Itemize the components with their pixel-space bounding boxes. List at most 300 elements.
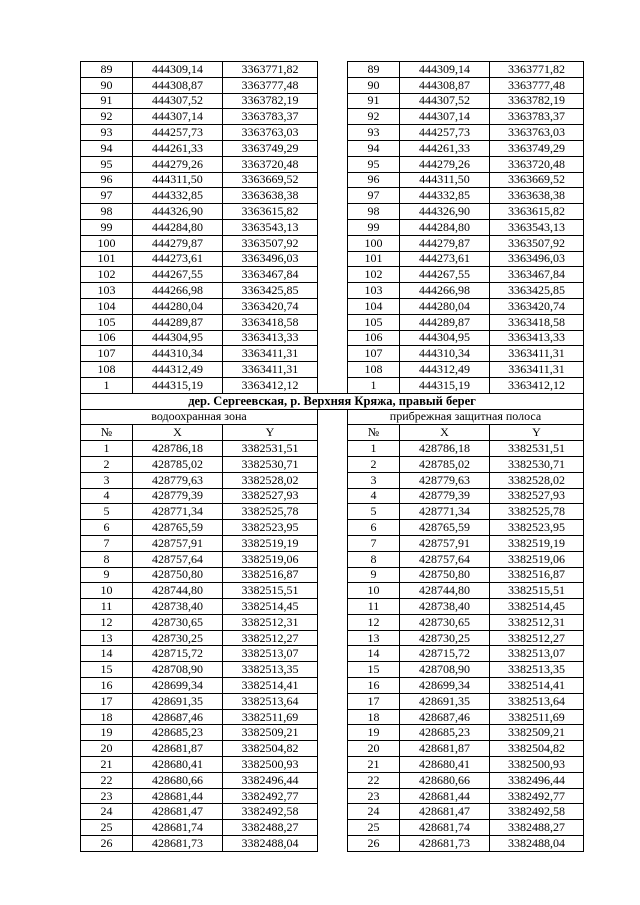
point-number: 14 <box>81 646 133 662</box>
point-number: 101 <box>81 251 133 267</box>
table-row <box>81 646 584 662</box>
coord-y: 3363615,82 <box>490 204 584 220</box>
coord-x: 444315,19 <box>133 377 223 393</box>
coord-y: 3382492,77 <box>490 788 584 804</box>
table-row <box>81 741 584 757</box>
coord-x: 428779,39 <box>400 488 490 504</box>
coord-x: 444307,14 <box>133 109 223 125</box>
point-number: 19 <box>348 725 400 741</box>
column-gap <box>318 77 348 93</box>
point-number: 5 <box>348 504 400 520</box>
point-number: 17 <box>348 693 400 709</box>
coord-y: 3363412,12 <box>490 377 584 393</box>
coord-x: 428765,59 <box>133 520 223 536</box>
coord-y: 3382511,69 <box>490 709 584 725</box>
point-number: 13 <box>348 630 400 646</box>
coord-x: 444310,34 <box>133 346 223 362</box>
coord-x: 444332,85 <box>133 188 223 204</box>
table-row <box>81 314 584 330</box>
column-gap <box>318 425 348 441</box>
point-number: 2 <box>348 456 400 472</box>
coord-y: 3382523,95 <box>223 520 318 536</box>
coord-x: 428680,41 <box>400 757 490 773</box>
point-number: 1 <box>81 377 133 393</box>
table-row <box>81 599 584 615</box>
point-number: 95 <box>348 156 400 172</box>
coord-y: 3382519,19 <box>223 535 318 551</box>
coord-y: 3363720,48 <box>490 156 584 172</box>
coord-x: 444284,80 <box>133 219 223 235</box>
coord-y: 3363777,48 <box>223 77 318 93</box>
coord-y: 3382530,71 <box>490 456 584 472</box>
coord-y: 3382514,41 <box>490 678 584 694</box>
coord-y: 3382492,58 <box>223 804 318 820</box>
coord-x: 444315,19 <box>400 377 490 393</box>
coord-x: 428681,73 <box>133 836 223 852</box>
coord-x: 444309,14 <box>400 62 490 78</box>
column-gap <box>318 693 348 709</box>
coord-y: 3382527,93 <box>490 488 584 504</box>
point-number: 7 <box>81 535 133 551</box>
coord-x: 428685,23 <box>133 725 223 741</box>
coord-x: 444279,26 <box>400 156 490 172</box>
point-number: 92 <box>81 109 133 125</box>
table-row <box>81 156 584 172</box>
coord-y: 3363420,74 <box>223 298 318 314</box>
coord-y: 3382509,21 <box>490 725 584 741</box>
point-number: 21 <box>348 757 400 773</box>
point-number: 1 <box>348 441 400 457</box>
coord-y: 3382513,35 <box>490 662 584 678</box>
coord-y: 3363411,31 <box>490 346 584 362</box>
coord-x: 428681,44 <box>400 788 490 804</box>
coord-y: 3363543,13 <box>223 219 318 235</box>
column-gap <box>318 283 348 299</box>
table-row <box>81 551 584 567</box>
point-number: 20 <box>81 741 133 757</box>
coord-y: 3363418,58 <box>223 314 318 330</box>
coord-x: 428681,47 <box>133 804 223 820</box>
coord-y: 3382519,19 <box>490 535 584 551</box>
point-number: 90 <box>348 77 400 93</box>
coord-x: 428680,41 <box>133 757 223 773</box>
coord-x: 444273,61 <box>400 251 490 267</box>
coord-y: 3382512,31 <box>223 614 318 630</box>
coord-x: 444261,33 <box>400 140 490 156</box>
point-number: 24 <box>81 804 133 820</box>
coord-x: 428685,23 <box>400 725 490 741</box>
point-number: 19 <box>81 725 133 741</box>
point-number: 24 <box>348 804 400 820</box>
coord-x: 428779,63 <box>133 472 223 488</box>
coord-x: 444284,80 <box>400 219 490 235</box>
coord-x: 428680,66 <box>133 772 223 788</box>
table-row <box>81 330 584 346</box>
coord-y: 3382513,35 <box>223 662 318 678</box>
table-row <box>81 725 584 741</box>
coord-y: 3363669,52 <box>490 172 584 188</box>
point-number: 91 <box>81 93 133 109</box>
coord-y: 3382492,77 <box>223 788 318 804</box>
coord-x: 444289,87 <box>133 314 223 330</box>
coord-x: 428681,87 <box>133 741 223 757</box>
coord-x: 428750,80 <box>133 567 223 583</box>
point-number: 12 <box>81 614 133 630</box>
table-row <box>81 757 584 773</box>
coord-y: 3382500,93 <box>223 757 318 773</box>
point-number: 5 <box>81 504 133 520</box>
table-row <box>81 93 584 109</box>
column-gap <box>318 188 348 204</box>
column-gap <box>318 820 348 836</box>
coord-y: 3363411,31 <box>490 362 584 378</box>
coord-y: 3382500,93 <box>490 757 584 773</box>
coord-y: 3363467,84 <box>490 267 584 283</box>
point-number: 21 <box>81 757 133 773</box>
point-number: 108 <box>348 362 400 378</box>
column-gap <box>318 156 348 172</box>
coord-x: 428681,87 <box>400 741 490 757</box>
coord-y: 3382515,51 <box>223 583 318 599</box>
coord-y: 3363749,29 <box>223 140 318 156</box>
table-row <box>81 267 584 283</box>
point-number: 1 <box>348 377 400 393</box>
column-gap <box>318 456 348 472</box>
table-row <box>81 804 584 820</box>
coord-y: 3363425,85 <box>490 283 584 299</box>
coord-x: 444273,61 <box>133 251 223 267</box>
point-number: 98 <box>348 204 400 220</box>
column-gap <box>318 377 348 393</box>
column-gap <box>318 504 348 520</box>
point-number: 93 <box>348 125 400 141</box>
point-number: 16 <box>348 678 400 694</box>
column-header-row <box>81 425 584 441</box>
table-row <box>81 567 584 583</box>
column-gap <box>318 172 348 188</box>
point-number: 89 <box>81 62 133 78</box>
point-number: 18 <box>81 709 133 725</box>
coord-y: 3382531,51 <box>223 441 318 457</box>
coord-y: 3363496,03 <box>490 251 584 267</box>
point-number: 96 <box>348 172 400 188</box>
column-gap <box>318 219 348 235</box>
coord-x: 428786,18 <box>133 441 223 457</box>
point-number: 92 <box>348 109 400 125</box>
column-gap <box>318 662 348 678</box>
point-number: 106 <box>81 330 133 346</box>
column-gap <box>318 314 348 330</box>
table-row <box>81 283 584 299</box>
coord-y: 3382488,27 <box>490 820 584 836</box>
coord-x: 444310,34 <box>400 346 490 362</box>
coord-y: 3382514,45 <box>223 599 318 615</box>
table-row <box>81 298 584 314</box>
coord-y: 3382511,69 <box>223 709 318 725</box>
coord-x: 428757,64 <box>400 551 490 567</box>
point-number: 106 <box>348 330 400 346</box>
point-number: 15 <box>348 662 400 678</box>
column-gap <box>318 267 348 283</box>
point-number: 14 <box>348 646 400 662</box>
coord-y: 3363413,33 <box>490 330 584 346</box>
column-gap <box>318 472 348 488</box>
table-row <box>81 693 584 709</box>
coord-y: 3363418,58 <box>490 314 584 330</box>
table-row <box>81 377 584 393</box>
table-row <box>81 520 584 536</box>
coord-y: 3382528,02 <box>490 472 584 488</box>
point-number: 102 <box>348 267 400 283</box>
coord-x: 444279,87 <box>133 235 223 251</box>
coord-x: 428757,64 <box>133 551 223 567</box>
coord-y: 3382513,64 <box>490 693 584 709</box>
column-gap <box>318 62 348 78</box>
section-title-row <box>81 393 584 409</box>
table-row <box>81 219 584 235</box>
column-gap <box>318 646 348 662</box>
table-row <box>81 535 584 551</box>
point-number: 96 <box>81 172 133 188</box>
coord-y: 3363425,85 <box>223 283 318 299</box>
point-number: 22 <box>348 772 400 788</box>
coord-y: 3382527,93 <box>223 488 318 504</box>
coord-x: 428730,65 <box>400 614 490 630</box>
column-header-num: № <box>348 425 400 441</box>
coord-x: 428708,90 <box>400 662 490 678</box>
coord-y: 3363771,82 <box>223 62 318 78</box>
column-gap <box>318 140 348 156</box>
table-row <box>81 488 584 504</box>
point-number: 25 <box>348 820 400 836</box>
coord-x: 428691,35 <box>133 693 223 709</box>
point-number: 94 <box>81 140 133 156</box>
coord-y: 3382512,27 <box>223 630 318 646</box>
column-gap <box>318 93 348 109</box>
coord-x: 428681,74 <box>400 820 490 836</box>
table-row <box>81 504 584 520</box>
column-gap <box>318 125 348 141</box>
coord-y: 3363749,29 <box>490 140 584 156</box>
coord-x: 428738,40 <box>133 599 223 615</box>
coord-x: 428681,47 <box>400 804 490 820</box>
coord-x: 428771,34 <box>133 504 223 520</box>
coord-y: 3363782,19 <box>490 93 584 109</box>
coord-x: 428785,02 <box>133 456 223 472</box>
coord-y: 3363777,48 <box>490 77 584 93</box>
coord-y: 3382525,78 <box>223 504 318 520</box>
coord-y: 3382513,64 <box>223 693 318 709</box>
coord-y: 3363496,03 <box>223 251 318 267</box>
coord-y: 3382513,07 <box>490 646 584 662</box>
coord-x: 444304,95 <box>400 330 490 346</box>
coord-y: 3382530,71 <box>223 456 318 472</box>
point-number: 95 <box>81 156 133 172</box>
point-number: 8 <box>81 551 133 567</box>
table-row <box>81 235 584 251</box>
point-number: 4 <box>81 488 133 504</box>
table-row <box>81 662 584 678</box>
point-number: 98 <box>81 204 133 220</box>
column-gap <box>318 757 348 773</box>
coord-x: 444257,73 <box>400 125 490 141</box>
table-row <box>81 836 584 852</box>
column-header-y: Y <box>223 425 318 441</box>
point-number: 107 <box>348 346 400 362</box>
coord-y: 3382519,06 <box>223 551 318 567</box>
coord-y: 3363467,84 <box>223 267 318 283</box>
coord-y: 3382504,82 <box>490 741 584 757</box>
point-number: 16 <box>81 678 133 694</box>
coord-y: 3382509,21 <box>223 725 318 741</box>
column-header-x: X <box>400 425 490 441</box>
point-number: 7 <box>348 535 400 551</box>
point-number: 105 <box>81 314 133 330</box>
coord-x: 444307,52 <box>133 93 223 109</box>
point-number: 9 <box>348 567 400 583</box>
coord-x: 444312,49 <box>400 362 490 378</box>
coord-y: 3382514,45 <box>490 599 584 615</box>
coord-y: 3382488,27 <box>223 820 318 836</box>
coord-x: 428708,90 <box>133 662 223 678</box>
point-number: 104 <box>81 298 133 314</box>
coord-x: 428730,65 <box>133 614 223 630</box>
column-gap <box>318 678 348 694</box>
coord-x: 428779,63 <box>400 472 490 488</box>
coord-x: 444326,90 <box>133 204 223 220</box>
point-number: 6 <box>348 520 400 536</box>
point-number: 10 <box>81 583 133 599</box>
point-number: 11 <box>348 599 400 615</box>
coord-x: 444332,85 <box>400 188 490 204</box>
point-number: 94 <box>348 140 400 156</box>
coord-x: 428765,59 <box>400 520 490 536</box>
coord-y: 3363507,92 <box>223 235 318 251</box>
table-row <box>81 678 584 694</box>
coord-x: 428699,34 <box>400 678 490 694</box>
point-number: 11 <box>81 599 133 615</box>
point-number: 9 <box>81 567 133 583</box>
coord-y: 3382516,87 <box>223 567 318 583</box>
column-gap <box>318 709 348 725</box>
point-number: 97 <box>81 188 133 204</box>
coord-x: 428750,80 <box>400 567 490 583</box>
table-row <box>81 583 584 599</box>
coord-x: 444280,04 <box>400 298 490 314</box>
point-number: 10 <box>348 583 400 599</box>
table-row <box>81 362 584 378</box>
table-row <box>81 630 584 646</box>
coord-y: 3363638,38 <box>223 188 318 204</box>
coord-y: 3382488,04 <box>223 836 318 852</box>
coord-x: 444308,87 <box>400 77 490 93</box>
coord-y: 3382496,44 <box>490 772 584 788</box>
column-header-y: Y <box>490 425 584 441</box>
coord-x: 444311,50 <box>400 172 490 188</box>
point-number: 97 <box>348 188 400 204</box>
column-gap <box>318 725 348 741</box>
coord-x: 428730,25 <box>400 630 490 646</box>
point-number: 23 <box>348 788 400 804</box>
coord-y: 3363615,82 <box>223 204 318 220</box>
point-number: 90 <box>81 77 133 93</box>
coord-x: 444312,49 <box>133 362 223 378</box>
column-gap <box>318 204 348 220</box>
coord-x: 444266,98 <box>400 283 490 299</box>
column-gap <box>318 441 348 457</box>
column-gap <box>318 836 348 852</box>
coord-x: 444307,52 <box>400 93 490 109</box>
point-number: 99 <box>81 219 133 235</box>
point-number: 25 <box>81 820 133 836</box>
coord-x: 444267,55 <box>133 267 223 283</box>
point-number: 8 <box>348 551 400 567</box>
coord-x: 428757,91 <box>133 535 223 551</box>
point-number: 23 <box>81 788 133 804</box>
coord-y: 3382492,58 <box>490 804 584 820</box>
coord-y: 3363638,38 <box>490 188 584 204</box>
coord-y: 3363783,37 <box>223 109 318 125</box>
column-gap <box>318 614 348 630</box>
coord-y: 3363420,74 <box>490 298 584 314</box>
column-gap <box>318 488 348 504</box>
coord-x: 444280,04 <box>133 298 223 314</box>
point-number: 20 <box>348 741 400 757</box>
section-title: дер. Сергеевская, р. Верхняя Кряжа, правый берег <box>81 393 584 409</box>
point-number: 13 <box>81 630 133 646</box>
table-row <box>81 820 584 836</box>
column-gap <box>318 346 348 362</box>
table-row <box>81 788 584 804</box>
coord-y: 3382525,78 <box>490 504 584 520</box>
coord-x: 428786,18 <box>400 441 490 457</box>
right-zone-label: прибрежная защитная полоса <box>348 409 584 425</box>
coord-x: 444309,14 <box>133 62 223 78</box>
coord-x: 428687,46 <box>133 709 223 725</box>
coord-x: 428715,72 <box>133 646 223 662</box>
column-gap <box>318 630 348 646</box>
coord-y: 3363411,31 <box>223 362 318 378</box>
point-number: 105 <box>348 314 400 330</box>
point-number: 12 <box>348 614 400 630</box>
coord-x: 428738,40 <box>400 599 490 615</box>
coord-x: 444279,87 <box>400 235 490 251</box>
coord-y: 3363763,03 <box>223 125 318 141</box>
point-number: 3 <box>81 472 133 488</box>
point-number: 18 <box>348 709 400 725</box>
column-gap <box>318 741 348 757</box>
column-gap <box>318 535 348 551</box>
column-gap <box>318 298 348 314</box>
point-number: 2 <box>81 456 133 472</box>
coord-x: 444279,26 <box>133 156 223 172</box>
coord-x: 444326,90 <box>400 204 490 220</box>
table-row <box>81 614 584 630</box>
coord-x: 428681,44 <box>133 788 223 804</box>
point-number: 93 <box>81 125 133 141</box>
coord-y: 3363507,92 <box>490 235 584 251</box>
coord-y: 3363669,52 <box>223 172 318 188</box>
coord-y: 3363720,48 <box>223 156 318 172</box>
point-number: 15 <box>81 662 133 678</box>
column-gap <box>318 235 348 251</box>
coord-y: 3382519,06 <box>490 551 584 567</box>
point-number: 104 <box>348 298 400 314</box>
coord-x: 444261,33 <box>133 140 223 156</box>
column-header-x: X <box>133 425 223 441</box>
coord-x: 444308,87 <box>133 77 223 93</box>
coord-x: 428680,66 <box>400 772 490 788</box>
